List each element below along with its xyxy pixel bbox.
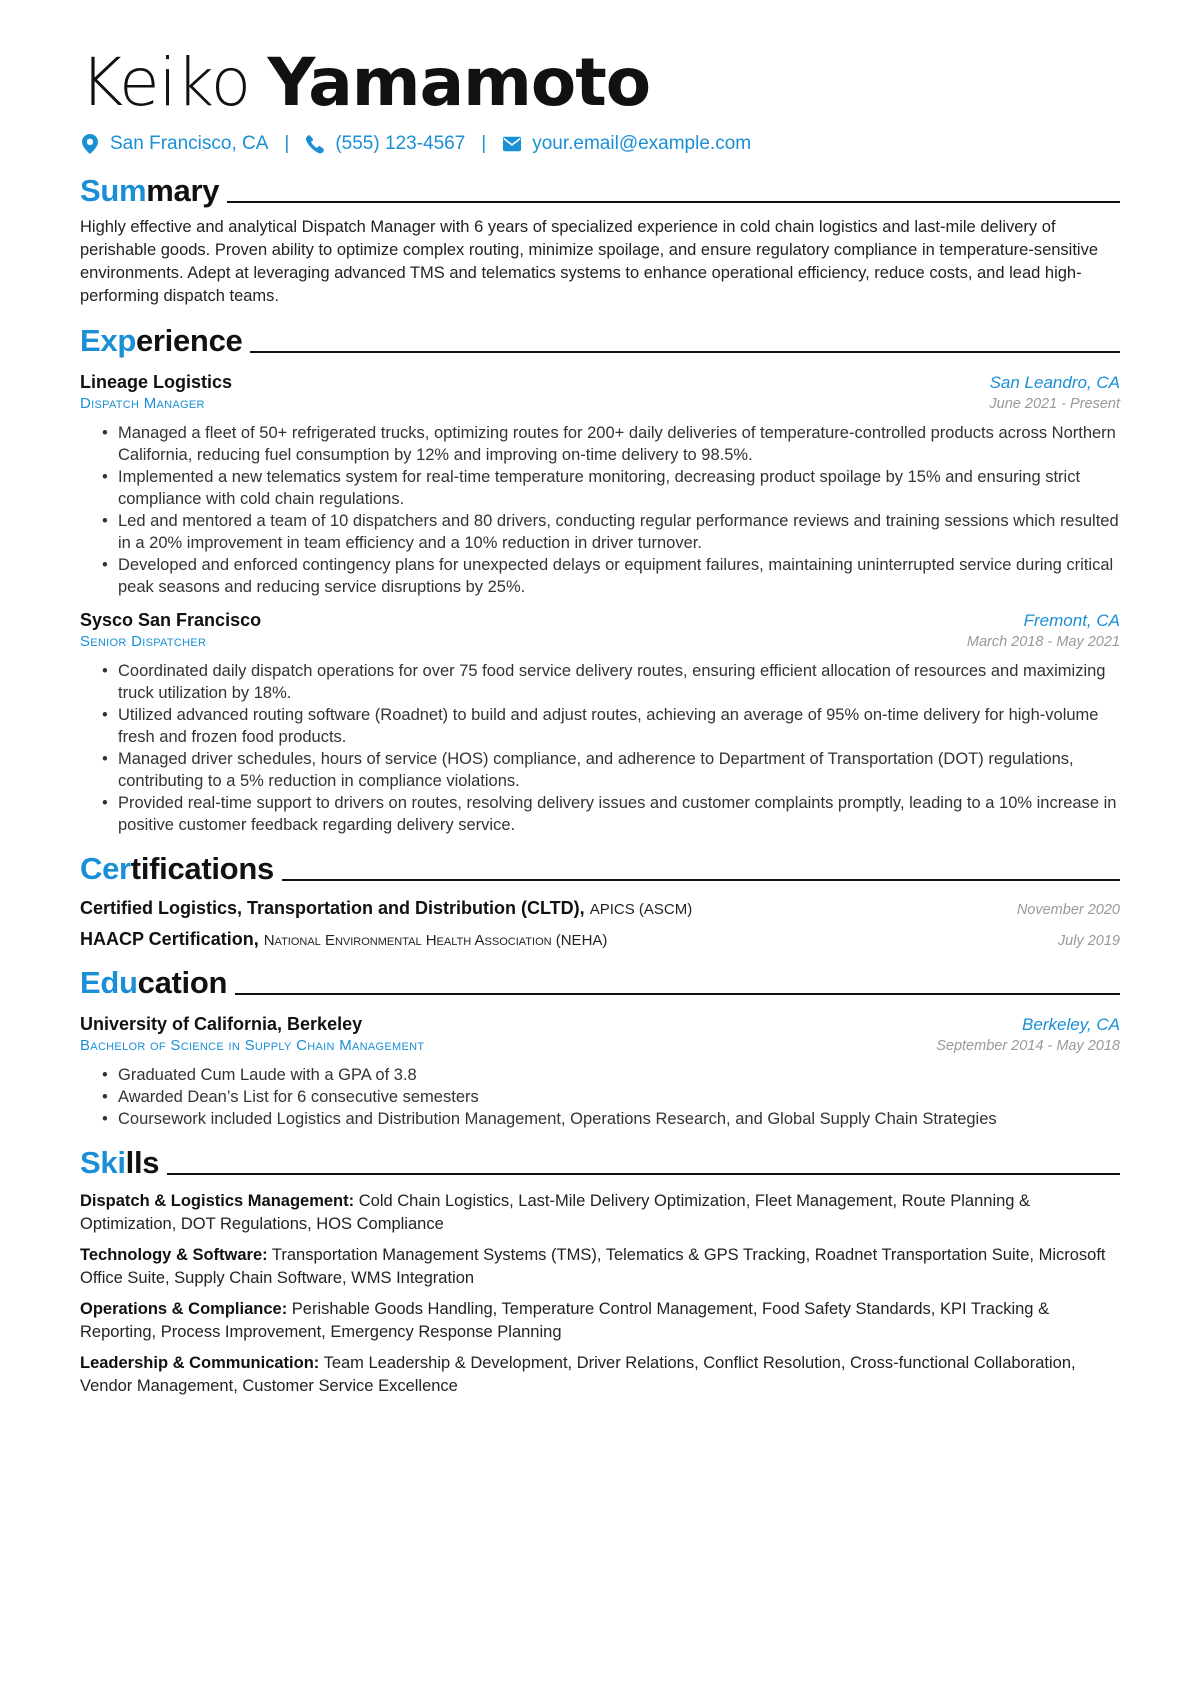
contact-bar: [80, 130, 1120, 158]
last-name: Yamamoto: [267, 44, 651, 121]
section-title: Experience: [80, 323, 243, 358]
section-rule: [227, 201, 1120, 203]
section-title: Skills: [80, 1145, 160, 1180]
section-rule: [167, 1173, 1120, 1175]
education-dates: September 2014 - May 2018: [936, 1038, 1120, 1054]
list-item: • Graduated Cum Laude with a GPA of 3.8: [102, 1064, 1120, 1086]
section-heading: [80, 1142, 1120, 1182]
skill-category: Leadership & Communication:: [80, 1354, 320, 1372]
skill-category: Technology & Software:: [80, 1246, 268, 1264]
skill-list: Perishable Goods Handling, Temperature Control Management, Food Safety Standards, KPI Tracking & Reporting, Process Improvement, Emergency Response Planning: [80, 1300, 1050, 1341]
location-link[interactable]: San Francisco, CA: [110, 133, 269, 154]
list-item: • Utilized advanced routing software (Roadnet) to build and adjust routes, achieving an average of 95% on-time delivery for high-volume fresh and frozen food products.: [102, 704, 1120, 748]
summary-text: Highly effective and analytical Dispatch Manager with 6 years of specialized experience in cold chain logistics and last-mile delivery of perishable goods. Proven ability to optimize complex routing, minimize spoilage, and ensure regulatory compliance in temperature-sensitive environments. Adept at leveraging advanced TMS and telematics systems to enhance operational efficiency, reduce costs, and lead high-performing dispatch teams.: [80, 218, 1099, 305]
skill-group: [80, 1190, 1120, 1236]
job-dates: June 2021 - Present: [989, 396, 1120, 412]
separator: |: [284, 133, 290, 154]
skill-group: [80, 1244, 1120, 1290]
list-item: • Led and mentored a team of 10 dispatchers and 80 drivers, conducting regular performance reviews and training sessions which resulted in a 20% improvement in team efficiency and a 10% reduction in driver turnover.: [102, 510, 1120, 554]
skill-group: [80, 1352, 1120, 1398]
section-heading: [80, 320, 1120, 360]
candidate-name: [80, 40, 1120, 124]
skill-list: Team Leadership & Development, Driver Relations, Conflict Resolution, Cross-functional Collaboration, Vendor Management, Customer Service Excellence: [80, 1354, 1076, 1395]
section-title: Certifications: [80, 851, 274, 886]
summary-section: [80, 170, 1120, 308]
section-rule: [235, 993, 1120, 995]
education-section: [80, 962, 1120, 1130]
list-item: • Awarded Dean’s List for 6 consecutive semesters: [102, 1086, 1120, 1108]
section-title: Education: [80, 965, 228, 1000]
certification-name: Certified Logistics, Transportation and Distribution (CLTD): [80, 898, 580, 918]
section-title: Summary: [80, 173, 220, 208]
phone-link[interactable]: (555) 123-4567: [335, 133, 466, 154]
job-dates: March 2018 - May 2021: [966, 634, 1120, 650]
job-entry: [80, 372, 1120, 598]
degree: Bachelor of Science in Supply Chain Management: [80, 1037, 425, 1054]
list-item: • Managed a fleet of 50+ refrigerated trucks, optimizing routes for 200+ daily deliveries of temperature-controlled products across Northern California, reducing fuel consumption by 12% and improving on-time delivery to 98.5%.: [102, 422, 1120, 466]
certification-org: APICS (ASCM): [589, 901, 693, 918]
skills-section: [80, 1142, 1120, 1398]
certification-org: National Environmental Health Association (NEHA): [263, 932, 608, 949]
certification-item: HAACP Certification, National Environmental Health Association (NEHA) July 2019: [80, 929, 1120, 949]
job-bullets: [80, 422, 1120, 598]
list-item: • Managed driver schedules, hours of service (HOS) compliance, and adherence to Department of Transportation (DOT) regulations, contributing to a 5% reduction in compliance violations.: [102, 748, 1120, 792]
list-item: • Developed and enforced contingency plans for unexpected delays or equipment failures, maintaining uninterrupted service during critical peak seasons and reducing service disruptions by 25%.: [102, 554, 1120, 598]
company-name: Lineage Logistics: [80, 372, 233, 392]
experience-section: [80, 320, 1120, 836]
list-item: • Provided real-time support to drivers on routes, resolving delivery issues and customer complaints promptly, leading to a 10% increase in positive customer feedback regarding delivery service.: [102, 792, 1120, 836]
certification-name: HAACP Certification: [80, 929, 254, 949]
job-role: Senior Dispatcher: [80, 633, 207, 650]
resume-page: [80, 40, 1120, 1398]
section-rule: [282, 879, 1120, 881]
school-location: Berkeley, CA: [1022, 1015, 1120, 1034]
envelope-icon: [502, 133, 522, 155]
certification-date: November 2020: [1016, 902, 1120, 918]
education-entry: [80, 1014, 1120, 1130]
skill-group: [80, 1298, 1120, 1344]
section-heading: [80, 170, 1120, 210]
job-location: San Leandro, CA: [989, 373, 1120, 392]
skill-category: Operations & Compliance:: [80, 1300, 288, 1318]
separator: |: [481, 133, 487, 154]
skill-list: Transportation Management Systems (TMS), Telematics & GPS Tracking, Roadnet Transportation Suite, Microsoft Office Suite, Supply Chain Software, WMS Integration: [80, 1246, 1106, 1287]
section-rule: [250, 351, 1120, 353]
job-role: Dispatch Manager: [80, 395, 205, 412]
school-name: University of California, Berkeley: [80, 1014, 363, 1034]
map-pin-icon: [80, 133, 100, 155]
list-item: • Coordinated daily dispatch operations for over 75 food service delivery routes, ensuring efficient allocation of resources and maximizing truck utilization by 18%.: [102, 660, 1120, 704]
certification-date: July 2019: [1057, 933, 1120, 949]
list-item: • Coursework included Logistics and Distribution Management, Operations Research, and Global Supply Chain Strategies: [102, 1108, 1120, 1130]
certification-item: Certified Logistics, Transportation and Distribution (CLTD), APICS (ASCM) November 2020: [80, 898, 1120, 918]
skill-category: Dispatch & Logistics Management:: [80, 1192, 355, 1210]
job-bullets: [80, 660, 1120, 836]
education-bullets: [80, 1064, 1120, 1130]
company-name: Sysco San Francisco: [80, 610, 262, 630]
list-item: • Implemented a new telematics system for real-time temperature monitoring, decreasing product spoilage by 15% and ensuring strict compliance with cold chain regulations.: [102, 466, 1120, 510]
job-location: Fremont, CA: [1023, 611, 1120, 630]
certifications-section: [80, 848, 1120, 950]
phone-icon: [305, 133, 325, 155]
job-entry: [80, 610, 1120, 836]
section-heading: [80, 962, 1120, 1002]
section-heading: [80, 848, 1120, 888]
skill-list: Cold Chain Logistics, Last-Mile Delivery Optimization, Fleet Management, Route Planning & Optimization, DOT Regulations, HOS Compliance: [80, 1192, 1031, 1233]
email-link[interactable]: your.email@example.com: [532, 133, 752, 154]
first-name: Keiko: [80, 44, 251, 121]
